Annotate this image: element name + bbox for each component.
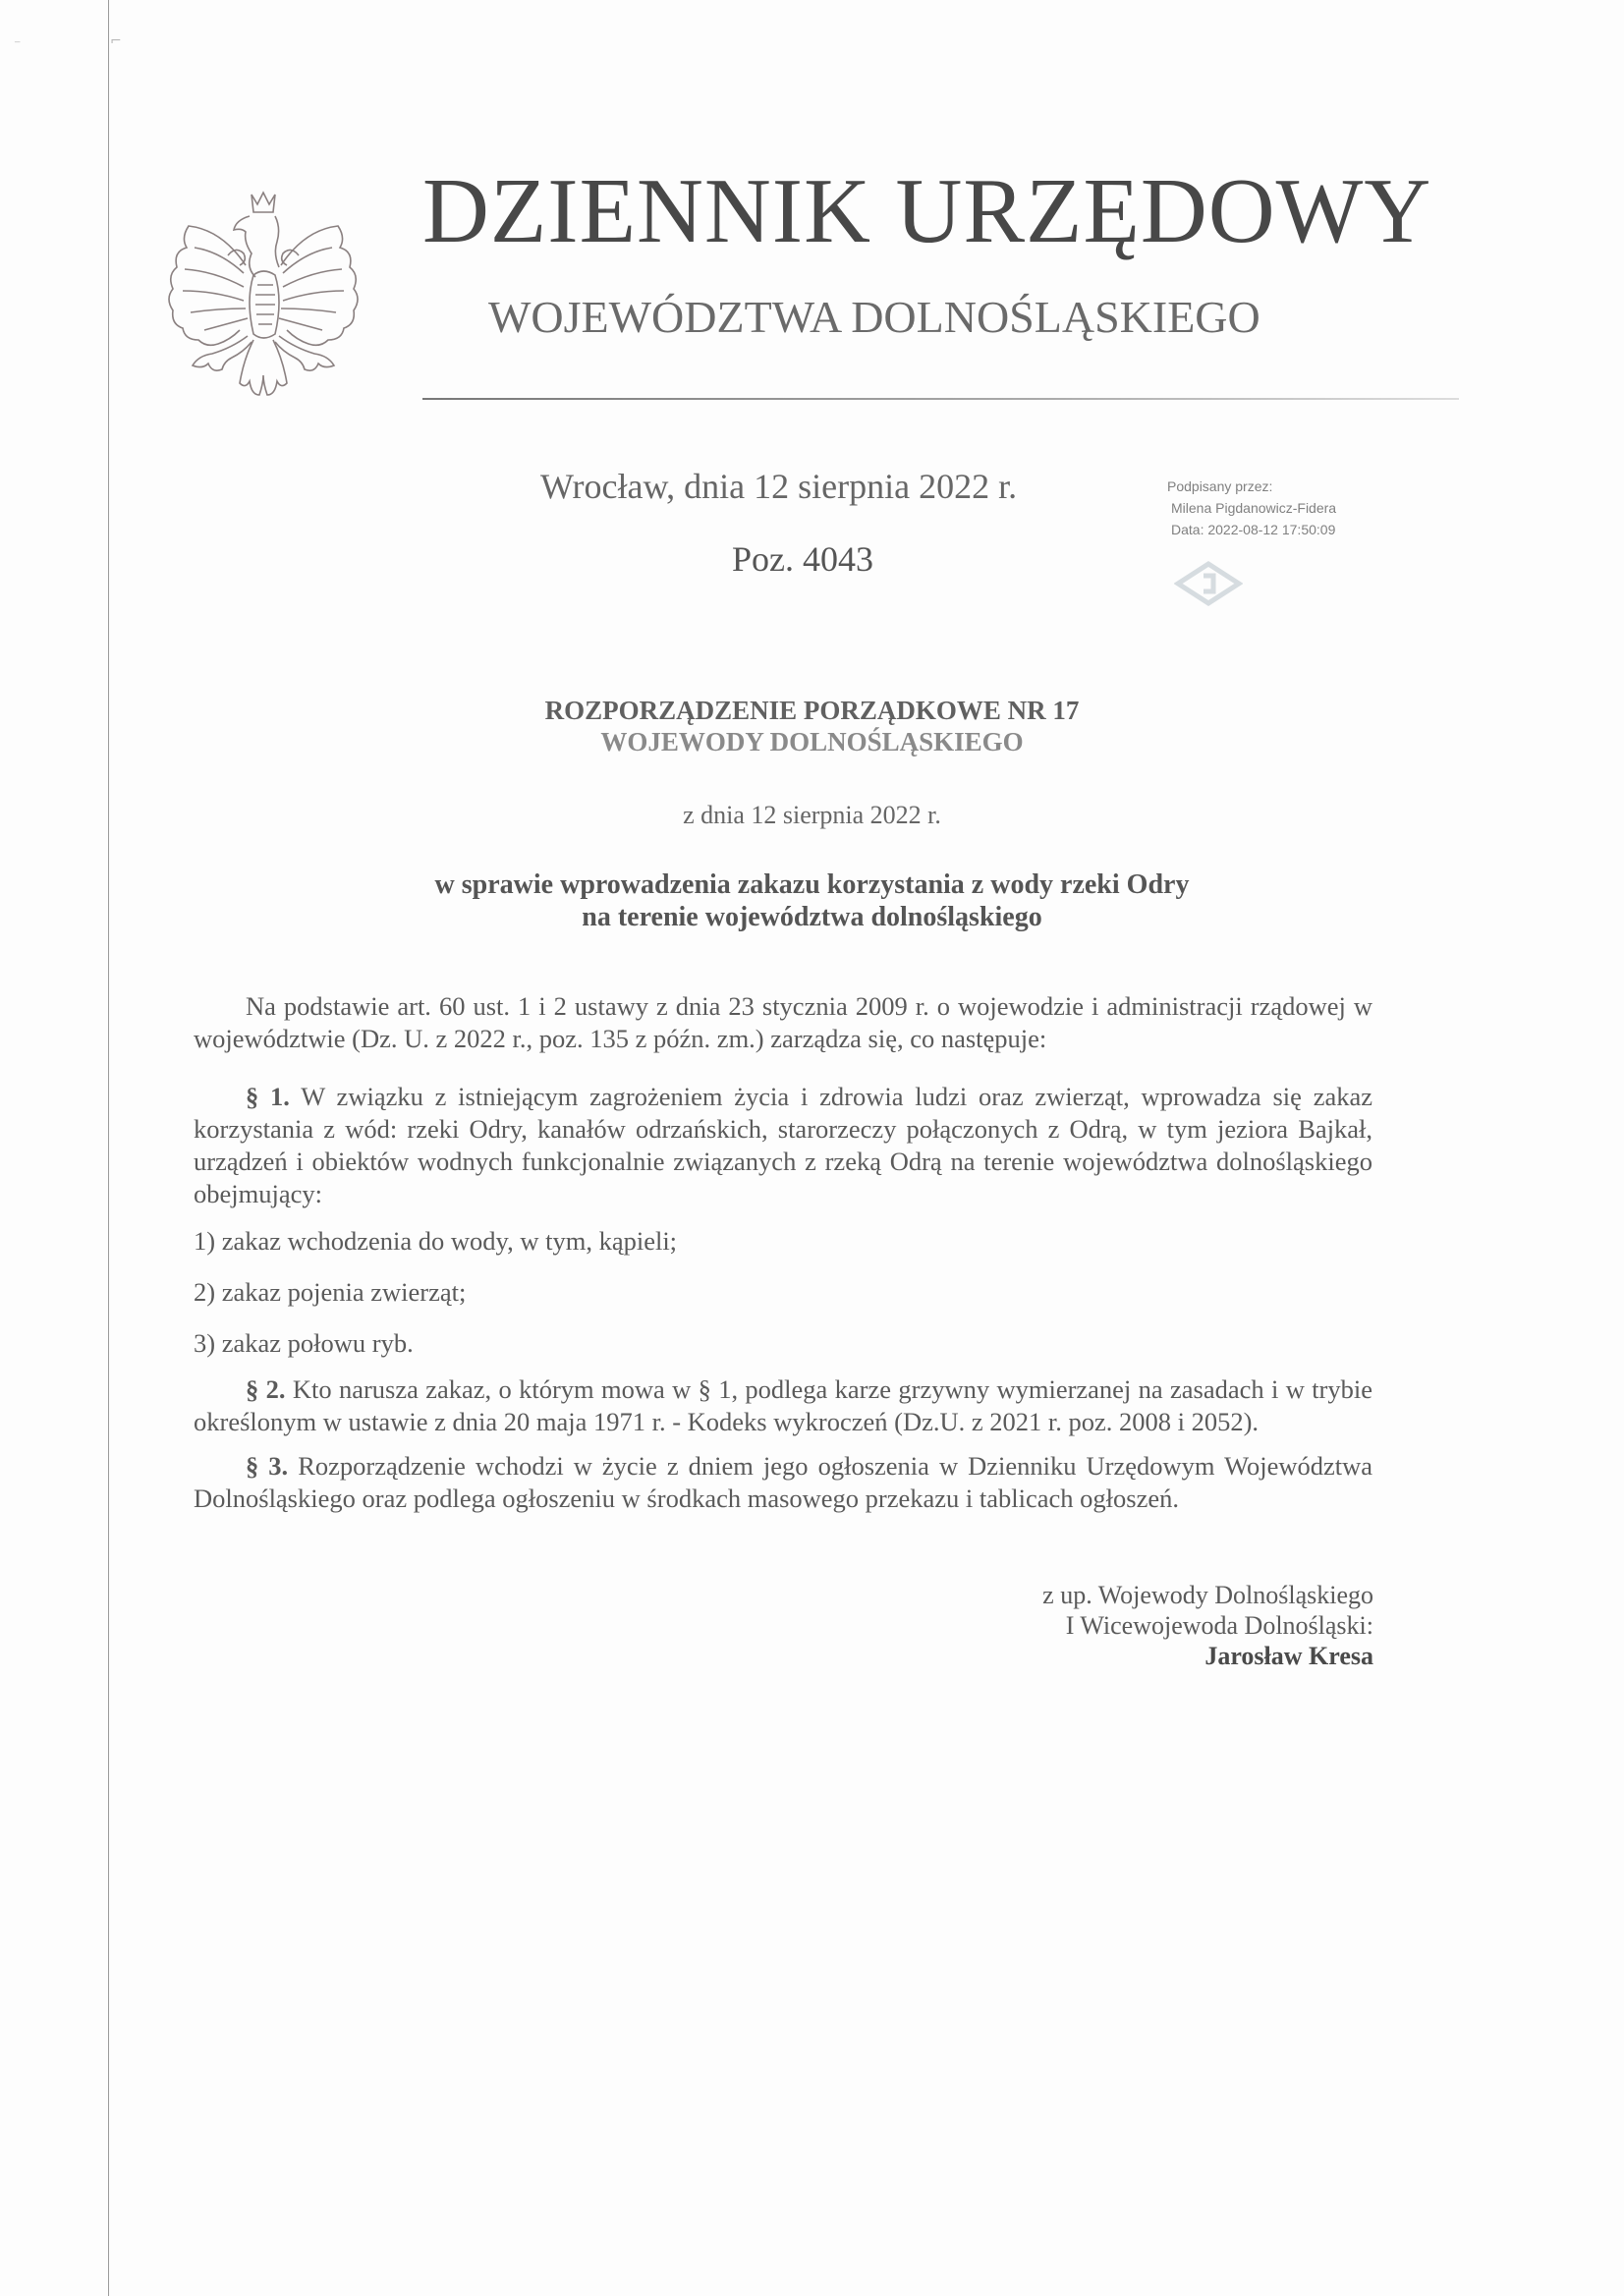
signature-role: I Wicewojewoda Dolnośląski: [1065,1611,1373,1640]
signer-name: Milena Pigdanowicz-Fidera [1171,500,1337,516]
act-subject-line1: w sprawie wprowadzenia zakazu korzystania z wody rzeki Odry [434,869,1190,900]
section-1 [194,1081,1372,1210]
section-2 [194,1373,1372,1438]
section-text: Kto narusza zakaz, o którym mowa w § 1, podlega karze grzywny wymierzanej na zasadach i w trybie określonym w ustawie z dnia 20 maja 1971 r. - Kodeks wykroczeń (Dz.U. z 2021 r. poz. 2008 i 2052). [194,1374,1373,1436]
signature-date: Data: 2022-08-12 17:50:09 [1171,522,1336,537]
list-item: 2) zakaz pojenia zwierząt; [194,1277,467,1307]
position-number: Poz. 4043 [732,539,873,579]
section-text: Rozporządzenie wchodzi w życie z dniem jego ogłoszenia w Dzienniku Urzędowym Województwa Dolnośląskiego oraz podlega ogłoszeniu w środkach masowego przekazu i tablicach ogłoszeń. [194,1451,1373,1513]
signatory-name: Jarosław Kresa [1204,1642,1373,1670]
section-mark: § 2. [246,1374,286,1404]
act-title: ROZPORZĄDZENIE PORZĄDKOWE NR 17 [544,696,1080,725]
digital-signature-block [1167,476,1336,540]
section-3 [194,1450,1372,1515]
section-mark: § 3. [246,1451,289,1481]
signature-label: Podpisany przez: [1167,478,1273,494]
scan-artifact: ⁻ [14,37,22,53]
masthead-title: DZIENNIK URZĘDOWY [422,160,1432,262]
polish-eagle-emblem-icon [165,187,362,405]
act-date: z dnia 12 sierpnia 2022 r. [683,801,941,829]
header-divider [422,398,1459,400]
place-and-date: Wrocław, dnia 12 sierpnia 2022 r. [540,467,1018,506]
preamble: Na podstawie art. 60 ust. 1 i 2 ustawy z dnia 23 stycznia 2009 r. o wojewodzie i administracji rządowej w województwie (Dz. U. z 2022 r., poz. 135 z późn. zm.) zarządza się, co następuje: [194,991,1372,1053]
act-issuer: WOJEWODY DOLNOŚLĄSKIEGO [600,727,1024,756]
act-subject-line2: na terenie województwa dolnośląskiego [582,902,1042,932]
scan-artifact: ⌐ [110,33,122,49]
masthead-subtitle: WOJEWÓDZTWA DOLNOŚLĄSKIEGO [488,292,1260,342]
signature-stamp-icon [1174,560,1243,607]
signature-block [1042,1580,1373,1671]
list-item: 1) zakaz wchodzenia do wody, w tym, kąpieli; [194,1226,678,1256]
section-text: W związku z istniejącym zagrożeniem życia i zdrowia ludzi oraz zwierząt, wprowadza się zakaz korzystania z wód: rzeki Odry, kanałów odrzańskich, starorzeczy połączonych z Odrą, w tym jeziora Bajkał, urządzeń i obiektów wodnych funkcjonalnie związanych z rzeką Odrą na terenie województwa dolnośląskiego obejmujący: [194,1082,1372,1208]
page-margin-line [108,0,109,2296]
signature-authority: z up. Wojewody Dolnośląskiego [1042,1581,1373,1609]
list-item: 3) zakaz połowu ryb. [194,1328,414,1358]
section-mark: § 1. [246,1082,290,1111]
